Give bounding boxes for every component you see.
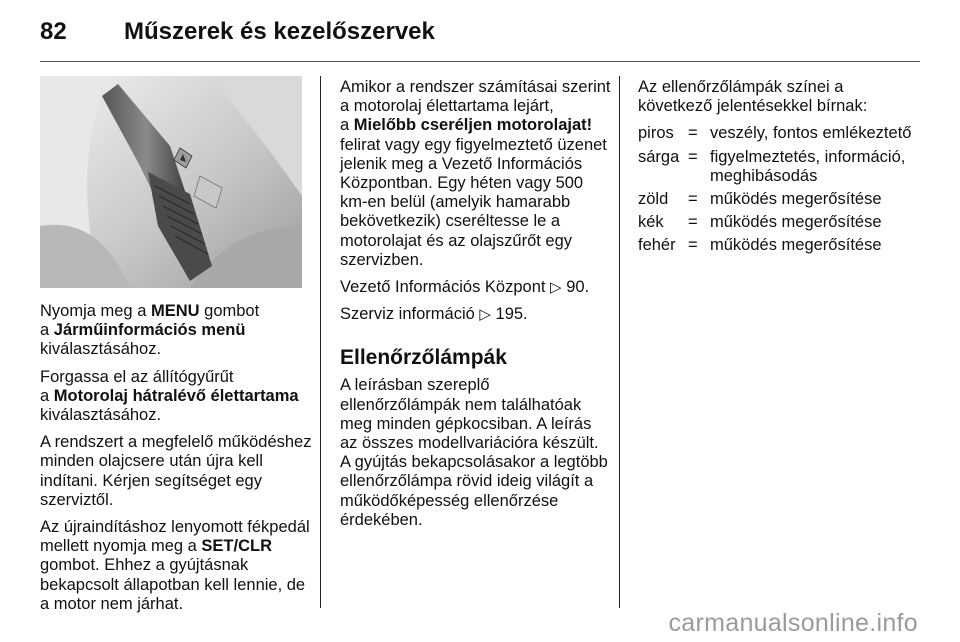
change-oil-message: Mielőbb cseréljen motorolajat! bbox=[353, 116, 593, 135]
color-row bbox=[638, 148, 918, 190]
color-meaning: figyelmeztetés, információ, meghibásodás bbox=[710, 147, 906, 185]
page-header bbox=[40, 18, 920, 48]
color-name: fehér bbox=[638, 236, 676, 255]
watermark: carmanualsonline.info bbox=[668, 609, 918, 637]
set-clr-button-label: SET/CLR bbox=[201, 537, 272, 556]
page-reference-arrow-icon: ▷ bbox=[479, 306, 491, 324]
color-meaning: működés megerősítése bbox=[710, 213, 882, 232]
color-meaning: működés megerősítése bbox=[710, 190, 882, 209]
column-divider-2 bbox=[619, 76, 620, 608]
equals-sign: = bbox=[688, 236, 698, 255]
reference-dic: Vezető Információs Központ ▷ 90. bbox=[340, 278, 590, 297]
equals-sign: = bbox=[688, 147, 698, 166]
menu-button-label: MENU bbox=[150, 302, 200, 320]
color-meaning: működés megerősítése bbox=[710, 236, 882, 255]
color-row bbox=[638, 124, 918, 147]
column-2 bbox=[340, 78, 612, 538]
turn-signal-stalk-photo bbox=[40, 76, 302, 288]
warning-lights-startup: A gyújtás bekapcsolásakor a legtöbb ellenőrzőlámpa rövid ideig világít a működőképesség ellenőrzése érdekében. bbox=[340, 453, 608, 529]
instruction-ring: Forgassa el az állítógyűrűt a Motorolaj hátralévő élettartama kiválasztásához. bbox=[40, 367, 299, 425]
column-divider-1 bbox=[320, 76, 321, 608]
oil-change-paragraph: Amikor a rendszer számításai szerint a motorolaj élettartama lejárt, a Mielőbb cseréljen motorolajat! felirat vagy egy figyelmeztető üzenet jelenik meg a Vezető Információs Központban. Egy héten vagy 500 km-en belül (amelyik hamarabb bekövetkezik) cseréltesse le a motorolajat és az olajszűrőt egy szervizben. bbox=[340, 78, 611, 269]
column-1 bbox=[40, 302, 312, 622]
color-row bbox=[638, 236, 918, 259]
section-title: Ellenőrzőlámpák bbox=[340, 346, 507, 370]
color-meaning-table bbox=[638, 124, 918, 259]
oil-life-label: Motorolaj hátralévő élettartama bbox=[53, 386, 299, 405]
page-title: Műszerek és kezelőszervek bbox=[124, 18, 435, 45]
instruction-menu: Nyomja meg a MENU gombot a Járműinformációs menü kiválasztásához. bbox=[40, 302, 260, 359]
equals-sign: = bbox=[688, 213, 698, 232]
reset-note: A rendszert a megfelelő működéshez minden olajcsere után újra kell indítani. Kérjen segítséget egy szerviztől. bbox=[40, 433, 312, 509]
color-meaning: veszély, fontos emlékeztető bbox=[710, 124, 912, 143]
column-3 bbox=[638, 78, 918, 260]
equals-sign: = bbox=[688, 124, 698, 143]
page-reference-arrow-icon: ▷ bbox=[550, 279, 562, 297]
page-number: 82 bbox=[40, 18, 67, 45]
warning-lights-intro: A leírásban szereplő ellenőrzőlámpák nem találhatóak meg minden gépkocsiban. A leírás az összes modellvariációra készült. bbox=[340, 376, 599, 453]
color-name: piros bbox=[638, 124, 674, 143]
reset-instruction: Az újraindításhoz lenyomott fékpedál mellett nyomja meg a SET/CLR gombot. Ehhez a gyújtásnak bekapcsolt állapotban kell lennie, de a motor nem járhat. bbox=[40, 518, 310, 613]
reference-service: Szerviz információ ▷ 195. bbox=[340, 305, 528, 324]
color-name: kék bbox=[638, 213, 664, 232]
color-name: zöld bbox=[638, 190, 669, 209]
colors-intro: Az ellenőrzőlámpák színei a következő jelentésekkel bírnak: bbox=[638, 78, 868, 116]
color-name: sárga bbox=[638, 147, 680, 166]
header-rule bbox=[40, 61, 920, 62]
equals-sign: = bbox=[688, 190, 698, 209]
color-row bbox=[638, 190, 918, 213]
vehicle-info-menu-label: Járműinformációs menü bbox=[53, 321, 246, 340]
color-row bbox=[638, 213, 918, 236]
